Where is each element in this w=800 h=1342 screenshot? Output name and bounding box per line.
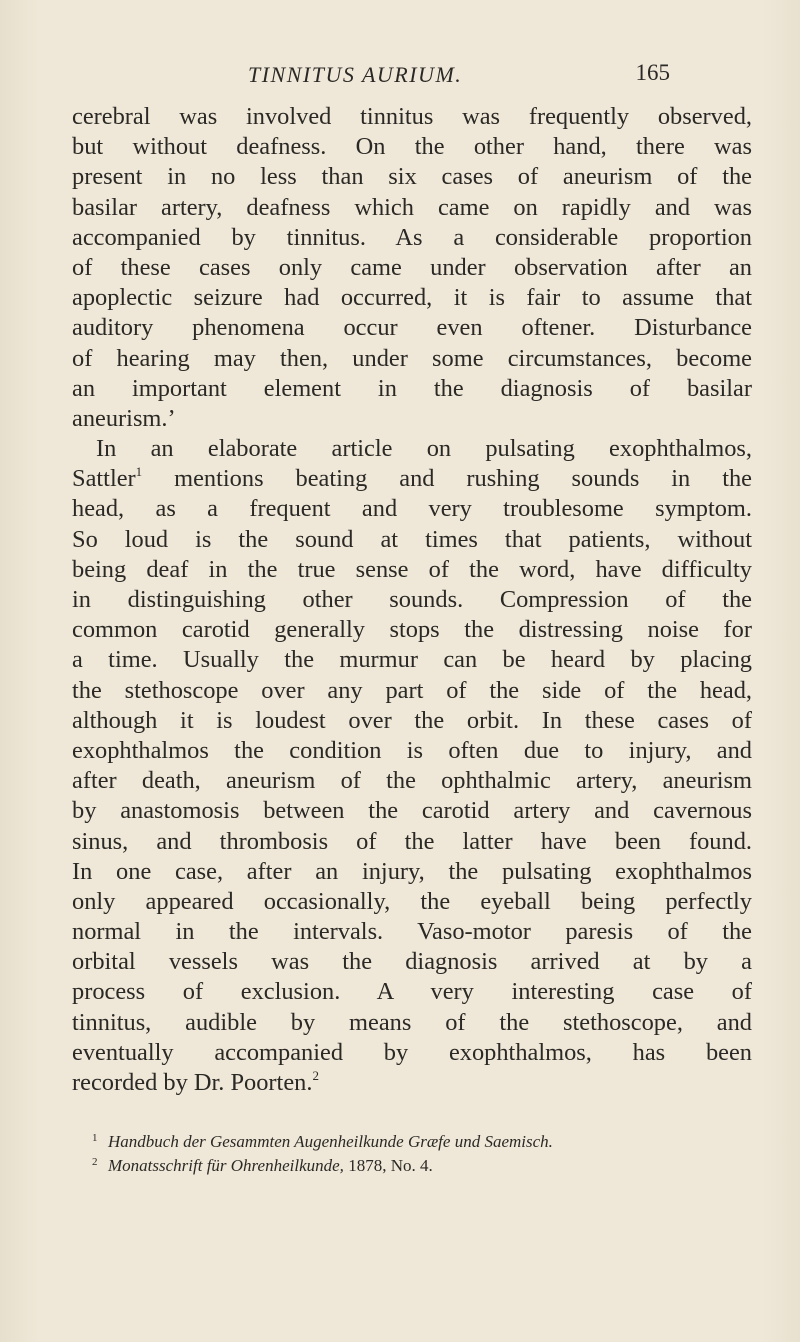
text-line: sinus, and thrombosis of the latter have been found. (72, 827, 752, 855)
text-line: but without deafness. On the other hand, there was (72, 133, 752, 161)
footnote-mark: 2 (92, 1156, 98, 1168)
text-line: a time. Usually the murmur can be heard by placing (72, 646, 752, 674)
text-line: by anastomosis between the carotid artery and cavernous (72, 797, 752, 825)
text-line-with-footnote (72, 464, 752, 494)
text-segment: mentions beating and rushing sounds in the (142, 465, 752, 493)
footnote-source: Monatsschrift für Ohrenheilkunde, (108, 1156, 344, 1175)
body-text (72, 102, 752, 1098)
text-line: apoplectic seizure had occurred, it is fair to assume that (72, 284, 752, 312)
text-line: So loud is the sound at times that patients, without (72, 525, 752, 553)
text-line: normal in the intervals. Vaso-motor paresis of the (72, 918, 752, 946)
text-line: In one case, after an injury, the pulsating exophthalmos (72, 857, 752, 885)
running-title: TINNITUS AURIUM. (248, 62, 463, 87)
text-line: common carotid generally stops the distressing noise for (72, 616, 752, 644)
author-name: Sattler (72, 465, 136, 493)
text-line: eventually accompanied by exophthalmos, has been (72, 1038, 752, 1066)
footnote-source: Handbuch der Gesammten Augenheilkunde Græfe und Saemisch. (108, 1132, 553, 1151)
footnote-2 (92, 1152, 772, 1176)
footnote-1 (92, 1128, 772, 1152)
text-line: of hearing may then, under some circumstances, become (72, 344, 752, 372)
text-line-paragraph-start: In an elaborate article on pulsating exophthalmos, (96, 435, 752, 463)
text-line: after death, aneurism of the ophthalmic artery, aneurism (72, 767, 752, 795)
text-line: cerebral was involved tinnitus was frequently observed, (72, 103, 752, 130)
text-line: head, as a frequent and very troublesome symptom. (72, 495, 752, 523)
text-line: in distinguishing other sounds. Compression of the (72, 586, 752, 613)
text-line: process of exclusion. A very interesting case of (72, 978, 752, 1006)
footnote-ref-1: 1 (135, 464, 143, 480)
text-line-with-footnote (72, 1068, 752, 1098)
text-line: tinnitus, audible by means of the stethoscope, and (72, 1008, 752, 1036)
text-line: exophthalmos the condition is often due to injury, and (72, 736, 752, 764)
text-line: only appeared occasionally, the eyeball being perfectly (72, 887, 752, 915)
footnote-mark: 1 (92, 1132, 98, 1144)
text-line: aneurism.’ (72, 404, 176, 432)
text-line: auditory phenomena occur even oftener. Disturbance (72, 314, 752, 342)
text-line: the stethoscope over any part of the side of the head, (72, 676, 752, 704)
text-line: orbital vessels was the diagnosis arrived at by a (72, 948, 752, 976)
text-line: basilar artery, deafness which came on rapidly and was (72, 193, 752, 221)
page-number: 165 (635, 60, 670, 85)
text-line: an important element in the diagnosis of basilar (72, 374, 752, 402)
text-line: of these cases only came under observation after an (72, 253, 752, 281)
text-line: being deaf in the true sense of the word, have difficulty (72, 555, 752, 583)
text-line: present in no less than six cases of aneurism of the (72, 163, 752, 191)
page-header (130, 58, 670, 94)
text-segment: recorded by Dr. Poorten. (72, 1069, 313, 1096)
footnote-detail: 1878, No. 4. (343, 1156, 433, 1175)
footnote-ref-2: 2 (312, 1068, 319, 1083)
text-line: accompanied by tinnitus. As a considerable proportion (72, 223, 752, 251)
text-line: although it is loudest over the orbit. In these cases of (72, 706, 752, 734)
footnotes (92, 1128, 772, 1176)
